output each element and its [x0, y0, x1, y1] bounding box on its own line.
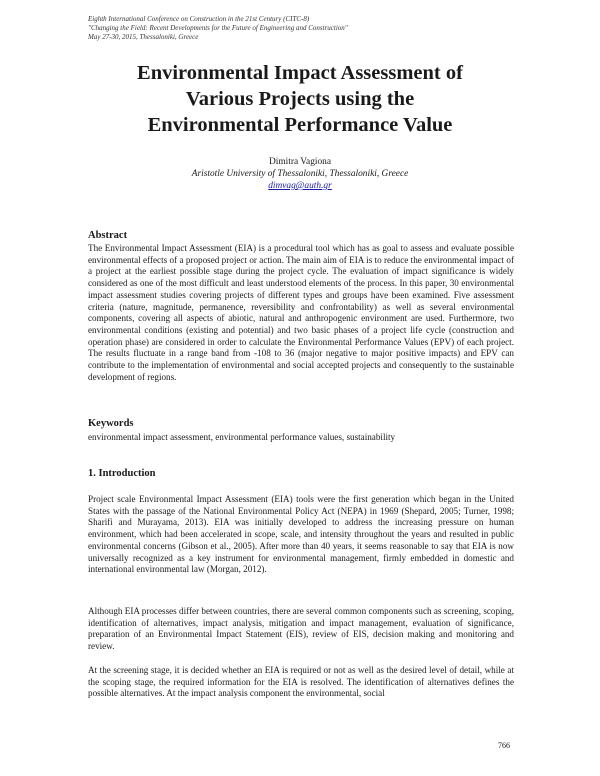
author-affiliation: Aristotle University of Thessaloniki, Thessaloniki, Greece: [191, 169, 409, 179]
intro-paragraph-2: Although EIA processes differ between countries, there are several common components such as screening, scoping, identification of alternatives, impact analysis, mitigation and impact management, evaluation of significance, preparation of an Environmental Impact Statement (EIS), review of EIS, decision making and monitoring and review.: [88, 606, 514, 652]
abstract-text: The Environmental Impact Assessment (EIA) is a procedural tool which has as goal to assess and evaluate possible environmental effects of a proposed project or action. The main aim of EIA is to reduce the environmental impact of a project at the earliest possible stage during the project cycle. The evaluation of impact significance is widely considered as one of the most difficult and least understood elements of the process. In this paper, 30 environmental impact assessment studies covering projects of different types and groups have been examined. Five assessment criteria (nature, magnitude, permanence, reversibility and confrontability) as well as several environmental components, covering all aspects of abiotic, natural and anthropogenic environment are used. Furthermore, two environmental conditions (existing and potential) and two basic phases of a project life cycle (construction and operation phase) are considered in order to calculate the Environmental Performance Values (EPV) of each project. The results fluctuate in a range band from -108 to 36 (major negative to major positive impacts) and EPV can contribute to the implementation of environmental and social accepted projects and consequently to the sustainable development of regions.: [88, 243, 514, 382]
introduction-heading: 1. Introduction: [88, 468, 156, 479]
title-line-1: Environmental Impact Assessment of: [137, 62, 463, 84]
intro-paragraph-3: At the screening stage, it is decided whether an EIA is required or not as well as the desired level of detail, while at the scoping stage, the required information for the EIA is resolved. The identification of alternatives defines the possible alternatives. At the impact analysis component the environmental, social: [88, 665, 514, 699]
conference-theme: "Changing the Field: Recent Developments for the Future of Engineering and Construction": [88, 24, 348, 32]
conference-header: [88, 15, 528, 42]
conference-date: May 27-30, 2015, Thessaloniki, Greece: [88, 33, 199, 41]
author-block: [90, 156, 510, 192]
intro-paragraph-1: Project scale Environmental Impact Assessment (EIA) tools were the first generation which began in the United States with the passage of the National Environmental Policy Act (NEPA) in 1969 (Shepard, 2005; Turner, 1998; Sharifi and Murayama, 2013). EIA was initially developed to address the increasing pressure on human environment, which had been accelerated in scope, scale, and intensity throughout the years and resulted in public environmental concerns (Gibson et al., 2005). After more than 40 years, it seems reasonable to say that EIA is now universally recognized as a key instrument for environmental management, firmly embedded in domestic and international environmental law (Morgan, 2012).: [88, 494, 514, 575]
title-line-2: Various Projects using the: [185, 88, 415, 110]
paper-title: [90, 60, 510, 138]
keywords-heading: Keywords: [88, 418, 134, 429]
author-email-link[interactable]: dimvag@auth.gr: [268, 181, 332, 191]
abstract-heading: Abstract: [88, 230, 128, 241]
title-line-3: Environmental Performance Value: [147, 114, 453, 136]
conference-name: Eighth International Conference on Construction in the 21st Century (CITC-8): [88, 15, 310, 23]
page-number: 766: [498, 741, 510, 750]
author-name: Dimitra Vagiona: [268, 157, 332, 167]
keywords-text: environmental impact assessment, environmental performance values, sustainability: [88, 432, 396, 442]
